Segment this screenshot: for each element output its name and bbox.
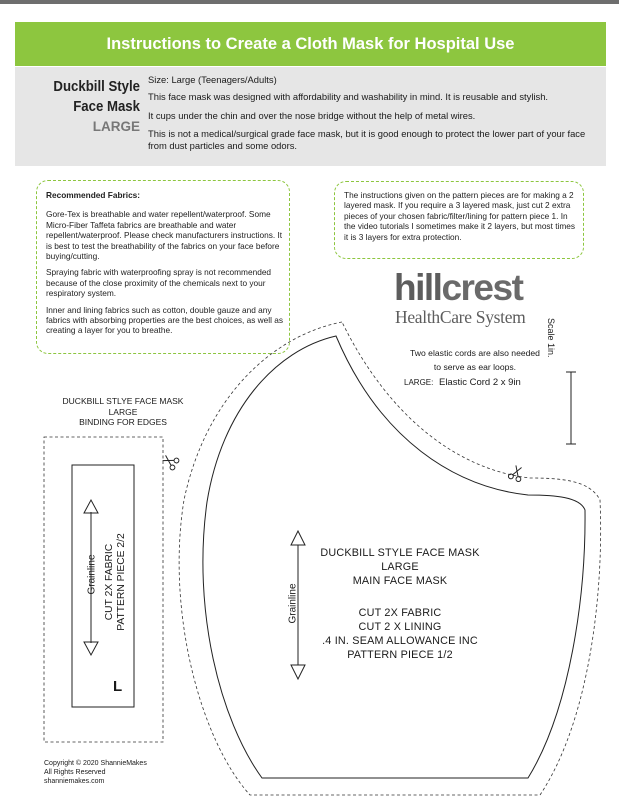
binding-heading <box>38 396 208 428</box>
main-line6: .4 IN. SEAM ALLOWANCE INC <box>322 635 478 647</box>
binding-cut: CUT 2X FABRIC <box>104 543 115 621</box>
main-line1: DUCKBILL STYLE FACE MASK <box>320 547 480 559</box>
main-line7: PATTERN PIECE 1/2 <box>347 649 453 661</box>
copyright-block <box>44 759 147 786</box>
main-line2: LARGE <box>381 561 419 573</box>
fabrics-para2: Spraying fabric with waterproofing spray is not recommended because of the close proximity of the chemicals next to your respiratory system. <box>46 267 272 299</box>
fabrics-para1: Gore-Tex is breathable and water repellent/waterproof. Some Micro-Fiber Taffeta fabrics are breathable and water repellent/waterproof. Please check manufacturers instructions. It is best to test the breathability of the fabrics on your face before buying/cutting. <box>46 209 283 262</box>
elastic-line2: to serve as ear loops. <box>433 362 517 372</box>
logo-part1: hill <box>394 267 442 308</box>
copyright-line3: shanniemakes.com <box>44 778 105 785</box>
page-title: Instructions to Create a Cloth Mask for Hospital Use <box>106 34 515 53</box>
mask-name-line1: Duckbill Style <box>53 78 140 95</box>
main-line3: MAIN FACE MASK <box>352 575 448 587</box>
main-line5: CUT 2 X LINING <box>358 621 442 633</box>
fabrics-heading: Recommended Fabrics: <box>46 190 141 200</box>
elastic-large-label: LARGE: <box>404 378 434 387</box>
scale-label: Scale 1in. <box>546 318 556 358</box>
mask-desc-para2: It cups under the chin and over the nose bridge without the help of metal wires. <box>148 109 476 121</box>
main-piece-label <box>300 546 500 662</box>
size-letter: L <box>113 678 123 695</box>
scissors-icon <box>508 464 525 482</box>
elastic-line1: Two elastic cords are also needed <box>410 348 540 358</box>
copyright-line2: All Rights Reserved <box>44 769 106 776</box>
elastic-large-value: Elastic Cord 2 x 9in <box>438 377 521 388</box>
layer-instructions-text: The instructions given on the pattern pieces are for making a 2 layered mask. If you require a 3 layered mask, just cut 2 extra pieces of your chosen fabric/filter/lining for pattern piece 1. In the video tutorials I sometimes make it 2 layers, but most times it is 3 layers for extra protection. <box>344 190 576 242</box>
logo-subtitle: HealthCare System <box>395 307 526 327</box>
mask-size-label: LARGE <box>92 119 140 134</box>
mask-name-line2: Face Mask <box>73 98 140 115</box>
copyright-line1: Copyright © 2020 ShannieMakes <box>44 760 147 767</box>
main-line4: CUT 2X FABRIC <box>358 607 442 619</box>
fabrics-para3: Inner and lining fabrics such as cotton, double gauze and any fabrics with absorbing properties are the best choices, as well as creating a layer for you to breathe. <box>46 304 284 336</box>
mask-desc-para1: This face mask was designed with affordability and washability in mind. It is reusable and stylish. <box>148 91 549 102</box>
binding-grainline-label: Grainline <box>86 554 98 595</box>
binding-piece: PATTERN PIECE 2/2 <box>116 533 127 631</box>
binding-line3: BINDING FOR EDGES <box>79 417 167 427</box>
main-grainline-label: Grainline <box>287 583 299 624</box>
scale-bar <box>566 372 576 444</box>
binding-line1: DUCKBILL STLYE FACE MASK <box>62 396 184 406</box>
logo-part2: crest <box>441 267 523 308</box>
scissors-icon <box>161 452 180 470</box>
binding-line2: LARGE <box>108 406 138 417</box>
mask-size: Size: Large (Teenagers/Adults) <box>148 74 277 85</box>
mask-desc-para3: This is not a medical/surgical grade face mask, but it is good enough to protect the lower part of your face from dust particles and some odors. <box>148 128 586 151</box>
binding-cut-text <box>104 522 128 642</box>
